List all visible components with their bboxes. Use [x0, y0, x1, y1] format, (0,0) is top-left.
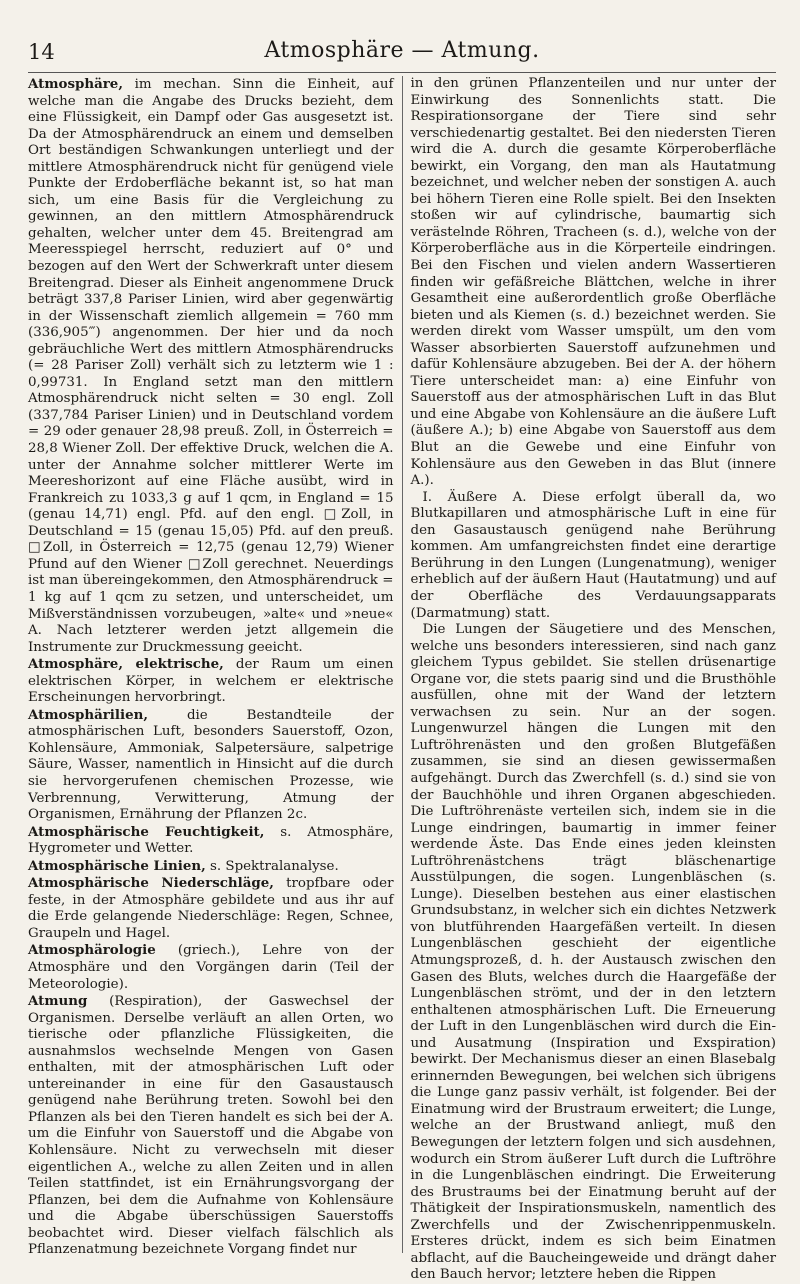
atmung-continuation: in den grünen Pflanzenteilen und nur unter der Einwirkung des Sonnenlichts statt. Die Respirationsorgane der Tiere sind sehr verschiedenartig gestaltet. Bei den niedersten Tieren wird die A. durch die gesamte Körperoberfläche bewirkt, ein Vorgang, den man als Hautatmung bezeichnet, und welcher neben der sonstigen A. auch bei höhern Tieren eine Rolle spielt. Bei den Insekten stoßen wir auf cylindrische, baumartig sich verästelnde Röhren, Tracheen (s. d.), welche von der Körperoberfläche aus in die Körperteile eindringen. Bei den Fischen und vielen andern Wassertieren finden wir gefäßreiche Blättchen, welche in ihrer Gesamtheit eine außerordentlich große Oberfläche bieten und als Kiemen (s. d.) bezeichnet werden. Sie werden direkt vom Wasser umspült, um den vom Wasser absorbierten Sauerstoff aufzunehmen und dafür Kohlensäure abzugeben. Bei der A. der höhern Tiere unterscheidet man: a) eine Einfuhr von Sauerstoff aus der atmosphärischen Luft in das Blut und eine Abgabe von Kohlensäure an die äußere Luft (äußere A.); b) eine Abgabe von Sauerstoff aus dem Blut an die Gewebe und eine Einfuhr von Kohlensäure aus den Geweben in das Blut (innere A.).	[410, 76, 776, 489]
entry-text: s. Atmosphäre, Hygrometer und Wetter.	[28, 824, 394, 857]
entry-atmosphaerologie	[28, 942, 394, 993]
entry-atmosphaerilien	[28, 707, 394, 824]
section-aeussere-atmung: I. Äußere A. Diese erfolgt überall da, wo Blutkapillaren und atmosphärische Luft in eine für den Gasaustausch genügend nahe Berührung kommen. Am umfangreichsten findet eine derartige Berührung in den Lungen (Lungenatmung), weniger erheblich auf der äußern Haut (Hautatmung) und auf der Oberfläche des Verdauungsapparats (Darmatmung) statt.	[410, 489, 776, 621]
running-title: Atmosphäre — Atmung.	[264, 38, 540, 63]
entry-lemma: Atmosphärologie	[28, 942, 156, 959]
entry-text: im mechan. Sinn die Einheit, auf welche man die Angabe des Drucks bezieht, dem eine Flüssigkeit, ein Dampf oder Gas ausgesetzt ist. Da der Atmosphärendruck an einem und demselben Ort beständigen Schwankungen unterliegt und der mittlere Atmosphärendruck nicht für genügend viele Punkte der Erdoberfläche bekannt ist, so hat man sich, um eine Basis für die Vergleichung zu gewinnen, an den mittlern Atmosphärendruck gehalten, welcher unter dem 45. Breitengrad am Meeresspiegel herrscht, reduziert auf 0° und bezogen auf den Wert der Schwerkraft unter diesem Breitengrad. Dieser als Einheit angenommene Druck beträgt 337,8 Pariser Linien, wird aber gegenwärtig in der Wissenschaft ziemlich allgemein = 760 mm (336,905‴) angenommen. Der hier und da noch gebräuchliche Wert des mittlern Atmosphärendrucks (= 28 Pariser Zoll) verhält sich zu letzterm wie 1 : 0,99731. In England setzt man den mittlern Atmosphärendruck nicht selten = 30 engl. Zoll (337,784 Pariser Linien) und in Deutschland vordem = 29 oder genauer 28,98 preuß. Zoll, in Österreich = 28,8 Wiener Zoll. Der effektive Druck, welchen die A. unter der Annahme solcher mittlerer Werte im Meereshorizont auf eine Fläche ausübt, wird in Frankreich zu 1033,3 g auf 1 qcm, in England = 15 (genau 14,71) engl. Pfd. auf den engl. □Zoll, in Deutschland = 15 (genau 15,05) Pfd. auf den preuß. □Zoll, in Österreich = 12,75 (genau 12,79) Wiener Pfund auf den Wiener □Zoll gerechnet. Neuerdings ist man übereingekommen, den Atmosphärendruck = 1 kg auf 1 qcm zu setzen, und unterscheidet, um Mißverständnissen vorzubeugen, »alte« und »neue« A. Nach letzterer werden jetzt allgemein die Instrumente zur Druckmessung geeicht.	[28, 77, 394, 655]
entry-text: die Bestandteile der atmosphärischen Luft, besonders Sauerstoff, Ozon, Kohlensäure, Ammoniak, Salpetersäure, salpetrige Säure, Wasser, namentlich in Hinsicht auf die durch sie hervorgerufenen chemischen Prozesse, wie Verbrennung, Verwitterung, Atmung der Organismen, Ernährung der Pflanzen 2c.	[28, 707, 394, 823]
entry-text: (griech.), Lehre von der Atmosphäre und den Vorgängen darin (Teil der Meteorologie).	[28, 943, 394, 992]
right-column	[403, 76, 777, 1283]
entry-linien	[28, 858, 394, 876]
entry-text: (Respiration), der Gaswechsel der Organismen. Derselbe verläuft an allen Orten, wo tierische oder pflanzliche Flüssigkeiten, die ausnahmslos wechselnde Mengen von Gasen enthalten, mit der atmosphärischen Luft oder untereinander in eine für den Gasaustausch genügend nahe Berührung treten. Sowohl bei den Pflanzen als bei den Tieren handelt es sich bei der A. um die Einfuhr von Sauerstoff und die Abgabe von Kohlensäure. Nicht zu verwechseln mit dieser eigentlichen A., welche zu allen Zeiten und in allen Teilen stattfindet, ist ein Ernährungsvorgang der Pflanzen, bei dem die Aufnahme von Kohlensäure und die Abgabe überschüssigen Sauerstoffs beobachtet wird. Dieser vielfach fälschlich als Pflanzenatmung bezeichnete Vorgang findet nur	[28, 994, 394, 1258]
entry-lemma: Atmosphärilien,	[28, 706, 148, 723]
entry-niederschlaege	[28, 875, 394, 942]
entry-lemma: Atmung	[28, 993, 88, 1010]
page-header	[28, 38, 776, 73]
entry-atmosphaere-elektrische	[28, 656, 394, 707]
entry-text: s. Spektralanalyse.	[205, 858, 339, 874]
entry-lemma: Atmosphärische Niederschläge,	[28, 875, 274, 892]
text-columns	[28, 76, 776, 1283]
entry-lemma: Atmosphäre, elektrische,	[28, 656, 224, 673]
entry-text: tropfbare oder feste, in der Atmosphäre gebildete und aus ihr auf die Erde gelangende Niederschläge: Regen, Schnee, Graupeln und Hagel.	[28, 876, 394, 941]
entry-atmosphaere	[28, 76, 394, 656]
entry-lemma: Atmosphärische Feuchtigkeit,	[28, 823, 265, 840]
entry-lemma: Atmosphärische Linien,	[28, 857, 206, 874]
page-number: 14	[28, 40, 55, 64]
entry-lemma: Atmosphäre,	[28, 76, 123, 92]
entry-atmung	[28, 993, 394, 1259]
entry-text: der Raum um einen elektrischen Körper, in welchem er elektrische Erscheinungen hervorbringt.	[28, 657, 394, 706]
paragraph-lungen: Die Lungen der Säugetiere und des Menschen, welche uns besonders interessieren, sind nach ganz gleichem Typus gebildet. Sie stellen drüsenartige Organe vor, die stets paarig sind und die Brusthöhle ausfüllen, ohne mit der Wand der letztern verwachsen zu sein. Nur an der sogen. Lungenwurzel hängen die Lungen mit den Luftröhrenästen und den großen Blutgefäßen zusammen, sie sind an diesen gewissermaßen aufgehängt. Durch das Zwerchfell (s. d.) sind sie von der Bauchhöhle und ihren Organen abgeschieden. Die Luftröhrenäste verteilen sich, indem sie in die Lunge eindringen, baumartig in immer feiner werdende Äste. Das Ende eines jeden kleinsten Luftröhrenästchens trägt bläschenartige Ausstülpungen, die sogen. Lungenbläschen (s. Lunge). Dieselben bestehen aus einer elastischen Grundsubstanz, in welcher sich ein dichtes Netzwerk von blutführenden Haargefäßen verteilt. In diesen Lungenbläschen geschieht der eigentliche Atmungsprozeß, d. h. der Austausch zwischen den Gasen des Bluts, welches durch die Haargefäße der Lungenbläschen strömt, und der in den letztern enthaltenen atmosphärischen Luft. Die Erneuerung der Luft in den Lungenbläschen wird durch die Ein- und Ausatmung (Inspiration und Exspiration) bewirkt. Der Mechanismus dieser an einen Blasebalg erinnernden Bewegungen, bei welchen sich übrigens die Lunge ganz passiv verhält, ist folgender. Bei der Einatmung wird der Brustraum erweitert; die Lunge, welche an der Brustwand anliegt, muß den Bewegungen der letztern folgen und sich ausdehnen, wodurch ein Strom äußerer Luft durch die Luftröhre in die Lungenbläschen eindringt. Die Erweiterung des Brustraums bei der Einatmung beruht auf der Thätigkeit der Inspirationsmuskeln, namentlich des Zwerchfells und der Zwischenrippenmuskeln. Ersteres drückt, indem es sich beim Einatmen abflacht, auf die Baucheingeweide und drängt daher den Bauch hervor; letztere heben die Rippen	[410, 622, 776, 1283]
left-column	[28, 76, 402, 1258]
entry-feuchtigkeit	[28, 824, 394, 858]
